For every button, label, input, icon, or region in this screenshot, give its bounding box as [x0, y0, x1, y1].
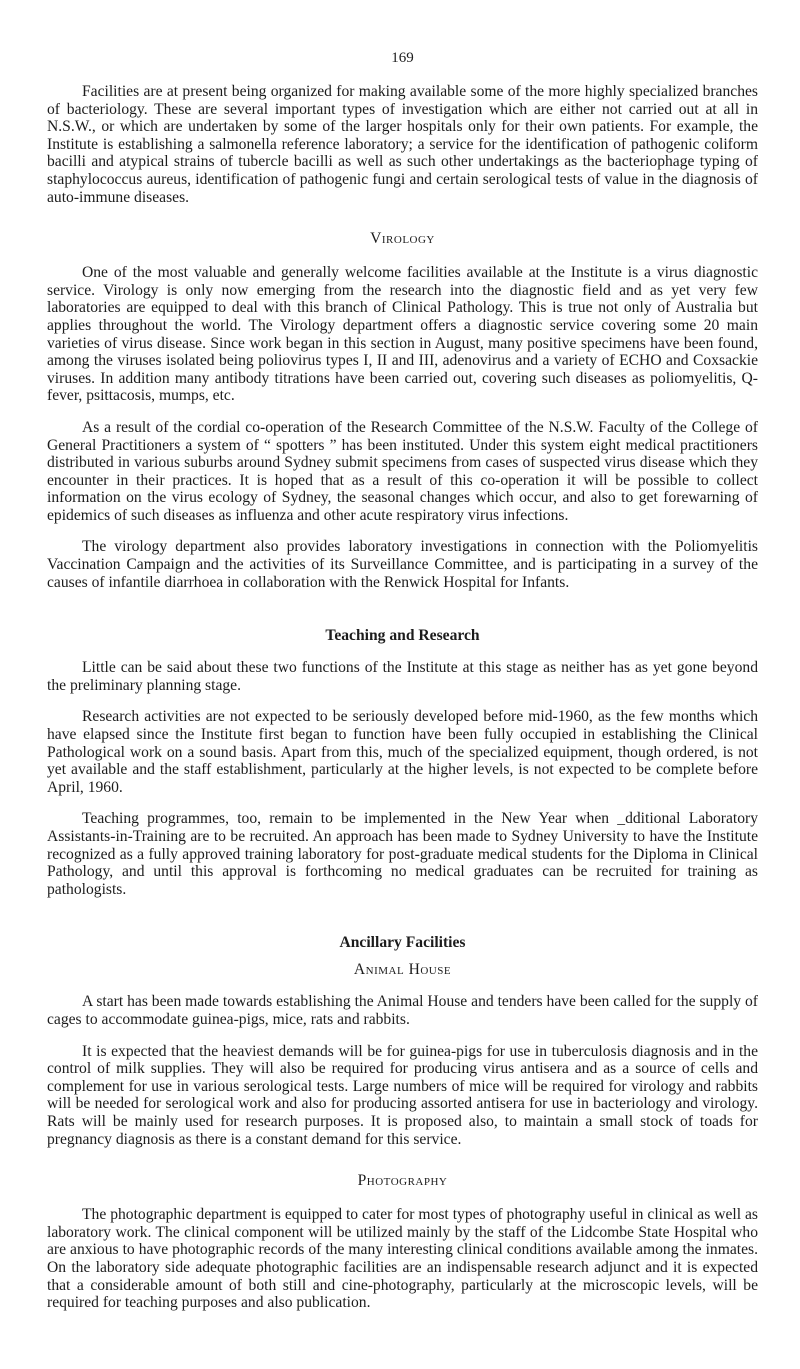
page-number: 169: [391, 50, 414, 66]
photography-heading: Photography: [357, 1172, 448, 1190]
animal-house-paragraph-2: It is expected that the heaviest demands will be for guinea-pigs for use in tuberculosis diagnosis and in the control of milk supplies. They will also be required for producing virus antisera and as a source of cells and complement for use in various serological tests. Large numbers of mice will be required for virology and rabbits will be needed for serological work and also for producing assorted antisera for use in bacteriology and virology. Rats will be mainly used for research purposes. It is proposed also, to maintain a small stock of toads for pregnancy diagnosis as there is a constant demand for this service.: [47, 1042, 758, 1148]
teaching-paragraph-1: Little can be said about these two functions of the Institute at this stage as neither has as yet gone beyond the preliminary planning stage.: [47, 659, 758, 694]
virology-heading: Virology: [370, 230, 435, 248]
animal-house-heading: Animal House: [353, 961, 452, 979]
teaching-research-heading: Teaching and Research: [325, 627, 480, 645]
animal-house-paragraph-1: A start has been made towards establishing the Animal House and tenders have been called for the supply of cages to accommodate guinea-pigs, mice, rats and rabbits.: [47, 993, 758, 1028]
photography-paragraph: The photographic department is equipped to cater for most types of photography useful in clinical as well as laboratory work. The clinical component will be utilized mainly by the staff of the Lidcombe State Hospital who are anxious to have photographic records of the many interesting clinical conditions available among the inmates. On the laboratory side adequate photographic facilities are an indispensable research adjunct and it is expected that a considerable amount of both still and cine-photography, particularly at the microscopic levels, will be required for teaching purposes and also publication.: [47, 1206, 758, 1312]
teaching-paragraph-3: Teaching programmes, too, remain to be implemented in the New Year when _dditional Laboratory Assistants-in-Training are to be recruited. An approach has been made to Sydney University to have the Institute recognized as a fully approved training laboratory for post-graduate medical students for the Diploma in Clinical Pathology, and until this approval is forthcoming no medical graduates can be recruited for training as pathologists.: [47, 810, 758, 898]
virology-paragraph-3: The virology department also provides laboratory investigations in connection with the Poliomyelitis Vaccination Campaign and the activities of its Surveillance Committee, and is participating in a survey of the causes of infantile diarrhoea in collaboration with the Renwick Hospital for Infants.: [47, 538, 758, 591]
document-page: [47, 0, 758, 1326]
virology-paragraph-1: One of the most valuable and generally welcome facilities available at the Institute is a virus diagnostic service. Virology is only now emerging from the research into the diagnostic field and as yet very few laboratories are equipped to deal with this branch of Clinical Pathology. This is true not only of Australia but applies throughout the world. The Virology department offers a diagnostic service covering some 20 main varieties of virus disease. Since work began in this section in August, many positive specimens have been found, among the viruses isolated being poliovirus types I, II and III, adenovirus and a variety of ECHO and Coxsackie viruses. In addition many antibody titrations have been carried out, covering such diseases as poliomyelitis, Q-fever, psittacosis, mumps, etc.: [47, 264, 758, 405]
teaching-paragraph-2: Research activities are not expected to be seriously developed before mid-1960, as the few months which have elapsed since the Institute first began to function have been fully occupied in establishing the Clinical Pathological work on a sound basis. Apart from this, much of the specialized equipment, though ordered, is not yet available and the staff establishment, particularly at the higher levels, is not expected to be complete before April, 1960.: [47, 708, 758, 796]
ancillary-facilities-heading: Ancillary Facilities: [339, 934, 466, 952]
virology-paragraph-2: As a result of the cordial co-operation of the Research Committee of the N.S.W. Faculty of the College of General Practitioners a system of “ spotters ” has been instituted. Under this system eight medical practitioners distributed in various suburbs around Sydney submit specimens from cases of suspected virus disease which they encounter in their practices. It is hoped that as a result of this co-operation it will be possible to collect information on the virus ecology of Sydney, the seasonal changes which occur, and also to get forewarning of epidemics of such diseases as influenza and other acute respiratory virus infections.: [47, 418, 758, 524]
intro-paragraph: Facilities are at present being organized for making available some of the more highly specialized branches of bacteriology. These are several important types of investigation which are either not carried out at all in N.S.W., or which are undertaken by some of the larger hospitals only for their own patients. For example, the Institute is establishing a salmonella reference laboratory; a service for the identification of pathogenic coliform bacilli and atypical strains of tubercle bacilli as well as such other undertakings as the bacteriophage typing of staphylococcus aureus, identification of pathogenic fungi and certain serological tests of value in the diagnosis of auto-immune diseases.: [47, 83, 758, 206]
